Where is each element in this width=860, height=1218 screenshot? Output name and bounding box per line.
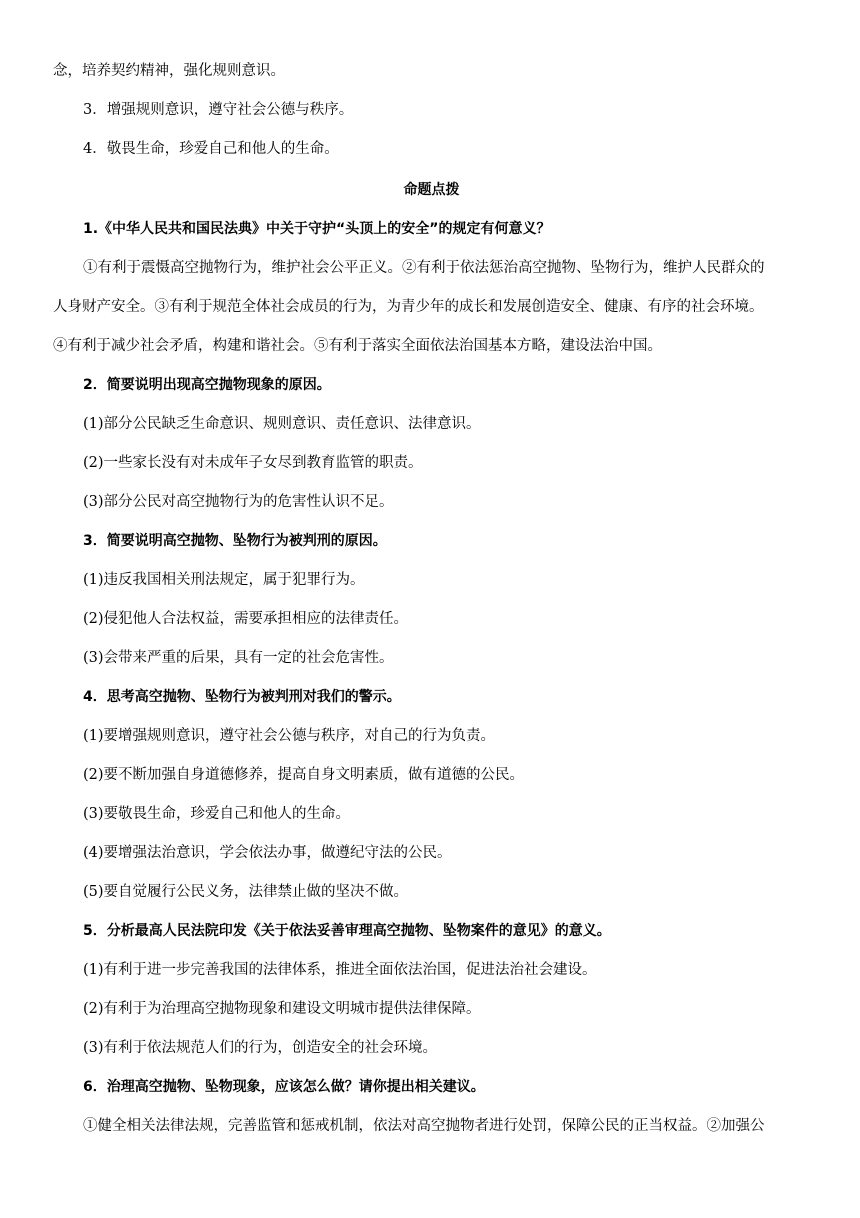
answer-line: (2)要不断加强自身道德修养，提高自身文明素质，做有道德的公民。	[83, 767, 525, 783]
question-heading: 5．分析最高人民法院印发《关于依法妥善审理高空抛物、坠物案件的意见》的意义。	[83, 923, 611, 939]
answer-line: (3)会带来严重的后果，具有一定的社会危害性。	[83, 650, 394, 666]
answer-line: (3)要敬畏生命，珍爱自己和他人的生命。	[83, 806, 351, 822]
text-line: 4．敬畏生命，珍爱自己和他人的生命。	[83, 141, 339, 157]
answer-line: (1)有利于进一步完善我国的法律体系，推进全面依法治国，促进法治社会建设。	[83, 962, 597, 978]
answer-line: ①健全相关法律法规，完善监管和惩戒机制，依法对高空抛物者进行处罚，保障公民的正当权益。②加强公	[83, 1118, 765, 1134]
answer-line: (2)一些家长没有对未成年子女尽到教育监管的职责。	[83, 455, 423, 471]
answer-line: (2)侵犯他人合法权益，需要承担相应的法律责任。	[83, 611, 409, 627]
answer-line: (1)要增强规则意识，遵守社会公德与秩序，对自己的行为负责。	[83, 728, 496, 744]
question-heading: 4．思考高空抛物、坠物行为被判刑对我们的警示。	[83, 689, 401, 705]
answer-line: (4)要增强法治意识，学会依法办事，做遵纪守法的公民。	[83, 845, 452, 861]
answer-line: (5)要自觉履行公民义务，法律禁止做的坚决不做。	[83, 884, 409, 900]
answer-line: (2)有利于为治理高空抛物现象和建设文明城市提供法律保障。	[83, 1001, 481, 1017]
question-heading: 2．简要说明出现高空抛物现象的原因。	[83, 377, 331, 393]
answer-line: ①有利于震慑高空抛物行为，维护社会公平正义。②有利于依法惩治高空抛物、坠物行为，维护人民群众的	[83, 260, 765, 276]
question-heading: 3．简要说明高空抛物、坠物行为被判刑的原因。	[83, 533, 387, 549]
answer-line: (3)部分公民对高空抛物行为的危害性认识不足。	[83, 494, 394, 510]
answer-line: (1)部分公民缺乏生命意识、规则意识、责任意识、法律意识。	[83, 416, 481, 432]
answer-line: ④有利于减少社会矛盾，构建和谐社会。⑤有利于落实全面依法治国基本方略，建设法治中国。	[53, 338, 662, 354]
answer-line: (1)违反我国相关刑法规定，属于犯罪行为。	[83, 572, 365, 588]
question-heading: 1.《中华人民共和国民法典》中关于守护“头顶上的安全”的规定有何意义？	[83, 221, 551, 237]
section-title: 命题点拨	[403, 182, 460, 198]
question-heading: 6．治理高空抛物、坠物现象，应该怎么做？请你提出相关建议。	[83, 1079, 485, 1095]
answer-line: 人身财产安全。③有利于规范全体社会成员的行为，为青少年的成长和发展创造安全、健康、有序的社会环境。	[53, 299, 764, 315]
text-line: 3．增强规则意识，遵守社会公德与秩序。	[83, 102, 354, 118]
answer-line: (3)有利于依法规范人们的行为，创造安全的社会环境。	[83, 1040, 438, 1056]
text-line: 念，培养契约精神，强化规则意识。	[53, 63, 285, 79]
